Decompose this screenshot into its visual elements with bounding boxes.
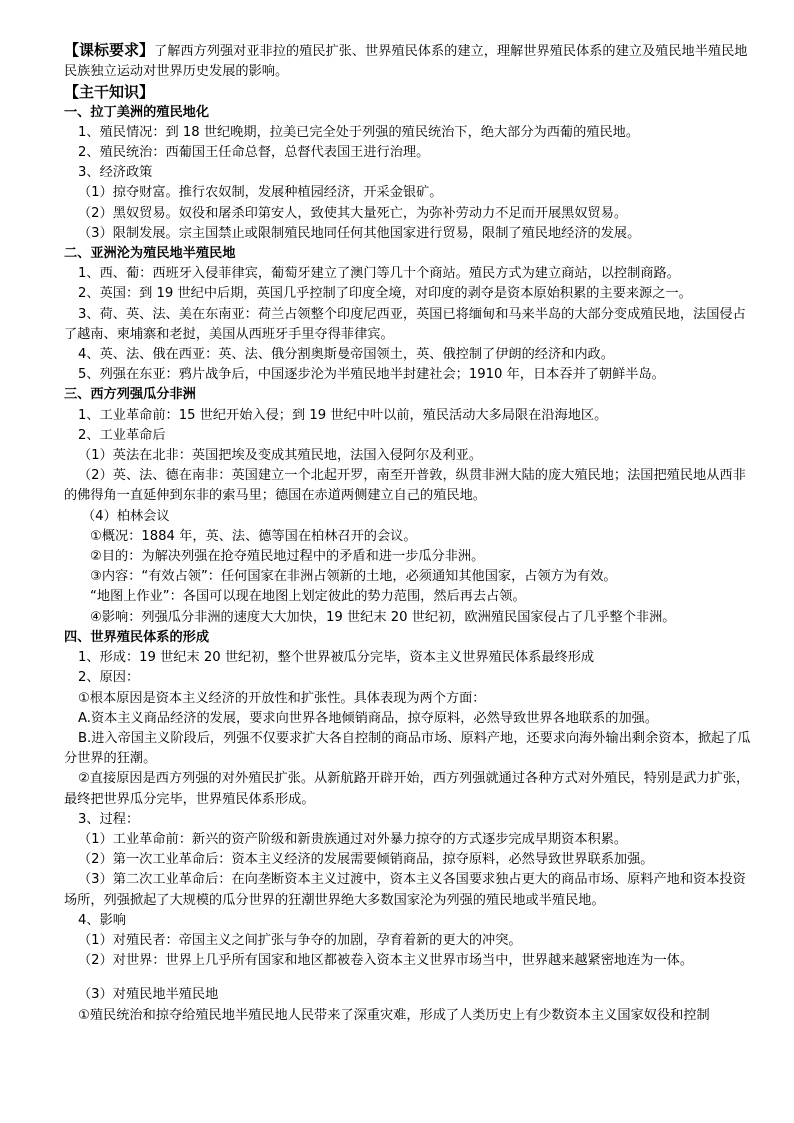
paragraph: ①殖民统治和掠夺给殖民地半殖民地人民带来了深重灾难，形成了人类历史上有少数资本主义国家奴役和控制	[78, 1007, 710, 1023]
document-page	[64, 40, 754, 1026]
curriculum-label: 【课标要求】	[64, 41, 155, 59]
paragraph: （3）对殖民地半殖民地	[78, 987, 219, 1003]
paragraph: 1、殖民情况：到 18 世纪晚期，拉美已完全处于列强的殖民统治下，绝大部分为西葡的殖民地。	[78, 124, 640, 140]
section-2-heading: 二、亚洲沦为殖民地半殖民地	[64, 246, 236, 262]
paragraph: 2、殖民统治：西葡国王任命总督，总督代表国王进行治理。	[78, 145, 430, 161]
paragraph: （3）限制发展。宗主国禁止或限制殖民地同任何其他国家进行贸易，限制了殖民地经济的发展。	[78, 225, 641, 241]
paragraph: 1、形成：19 世纪末 20 世纪初，整个世界被瓜分完毕，资本主义世界殖民体系最终形成	[78, 650, 595, 666]
paragraph: ④影响：列强瓜分非洲的速度大大加快，19 世纪末 20 世纪初，欧洲殖民国家侵占了几乎整个非洲。	[90, 609, 676, 625]
paragraph: （1）对殖民者：帝国主义之间扩张与争夺的加剧，孕育着新的更大的冲突。	[78, 932, 522, 948]
paragraph: （2）英、法、德在南非：英国建立一个北起开罗，南至开普敦，纵贯非洲大陆的庞大殖民地；法国把殖民地从西非的佛得角一直延伸到东非的索马里；德国在赤道两侧建立自己的殖民地。	[64, 468, 746, 504]
paragraph: 4、影响	[78, 912, 126, 928]
paragraph: （2）对世界：世界上几乎所有国家和地区都被卷入资本主义世界市场当中，世界越来越紧密地连为一体。	[78, 953, 694, 969]
paragraph: 4、英、法、俄在西亚：英、法、俄分割奥斯曼帝国领土，英、俄控制了伊朗的经济和内政。	[78, 347, 614, 363]
paragraph: （1）工业革命前：新兴的资产阶级和新贵族通过对外暴力掠夺的方式逐步完成早期资本积累。	[78, 831, 628, 847]
paragraph: 1、工业革命前：15 世纪开始入侵；到 19 世纪中叶以前，殖民活动大多局限在沿海地区。	[78, 407, 608, 423]
paragraph: 2、原因：	[78, 670, 140, 686]
paragraph: 3、荷、英、法、美在东南亚：荷兰占领整个印度尼西亚，英国已将缅甸和马来半岛的大部分变成殖民地，法国侵占了越南、柬埔寨和老挝，美国从西班牙手里夺得菲律宾。	[64, 306, 746, 342]
spacer	[64, 971, 754, 985]
paragraph: “地图上作业”：各国可以现在地图上划定彼此的势力范围，然后再去占领。	[90, 589, 526, 605]
paragraph: （1）掠夺财富。推行农奴制，发展种植园经济，开采金银矿。	[78, 185, 443, 201]
paragraph: ①根本原因是资本主义经济的开放性和扩张性。具体表现为两个方面：	[78, 690, 486, 706]
paragraph: ②直接原因是西方列强的对外殖民扩张。从新航路开辟开始，西方列强就通过各种方式对外殖民，特别是武力扩张，最终把世界瓜分完毕，世界殖民体系形成。	[64, 771, 750, 807]
paragraph: （3）第二次工业革命后：在向垄断资本主义过渡中，资本主义各国要求独占更大的商品市场、原料产地和资本投资场所，列强掀起了大规模的瓜分世界的狂潮世界绝大多数国家沦为列强的殖民地或半殖民地。	[64, 872, 746, 908]
paragraph: B.进入帝国主义阶段后，列强不仅要求扩大各自控制的商品市场、原料产地，还要求向海外输出剩余资本，掀起了瓜分世界的狂潮。	[64, 730, 751, 767]
section-4-heading: 四、世界殖民体系的形成	[64, 629, 210, 645]
curriculum-requirement	[64, 40, 754, 82]
paragraph: 3、经济政策	[78, 165, 153, 181]
paragraph: （4）柏林会议	[82, 508, 170, 524]
main-knowledge-label: 【主干知识】	[64, 83, 155, 102]
paragraph: 3、过程：	[78, 811, 140, 827]
paragraph: 5、列强在东亚：鸦片战争后，中国逐步沦为半殖民地半封建社会；1910 年，日本吞并了朝鲜半岛。	[78, 367, 665, 383]
paragraph: 2、英国：到 19 世纪中后期，英国几乎控制了印度全境，对印度的剥夺是资本原始积累的主要来源之一。	[78, 286, 692, 302]
paragraph: （2）第一次工业革命后：资本主义经济的发展需要倾销商品，掠夺原料，必然导致世界联系加强。	[78, 852, 654, 868]
section-3-heading: 三、西方列强瓜分非洲	[64, 387, 196, 403]
paragraph: 1、西、葡：西班牙入侵菲律宾，葡萄牙建立了澳门等几十个商站。殖民方式为建立商站，以控制商路。	[78, 266, 680, 282]
paragraph: 2、工业革命后	[78, 427, 166, 443]
curriculum-text: 了解西方列强对亚非拉的殖民扩张、世界殖民体系的建立，理解世界殖民体系的建立及殖民地半殖民地民族独立运动对世界历史发展的影响。	[64, 44, 748, 80]
paragraph: ③内容：“有效占领”：任何国家在非洲占领新的土地，必须通知其他国家，占领方为有效。	[90, 569, 617, 585]
paragraph: A.资本主义商品经济的发展，要求向世界各地倾销商品，掠夺原料，必然导致世界各地联系的加强。	[78, 710, 659, 726]
paragraph: ②目的：为解决列强在抢夺殖民地过程中的矛盾和进一步瓜分非洲。	[90, 549, 485, 565]
section-1-heading: 一、拉丁美洲的殖民地化	[64, 104, 210, 120]
paragraph: ①概况：1884 年，英、法、德等国在柏林召开的会议。	[90, 528, 417, 544]
paragraph: （1）英法在北非：英国把埃及变成其殖民地，法国入侵阿尔及利亚。	[78, 448, 483, 464]
paragraph: （2）黑奴贸易。奴役和屠杀印第安人，致使其大量死亡，为弥补劳动力不足而开展黑奴贸易。	[78, 205, 628, 221]
